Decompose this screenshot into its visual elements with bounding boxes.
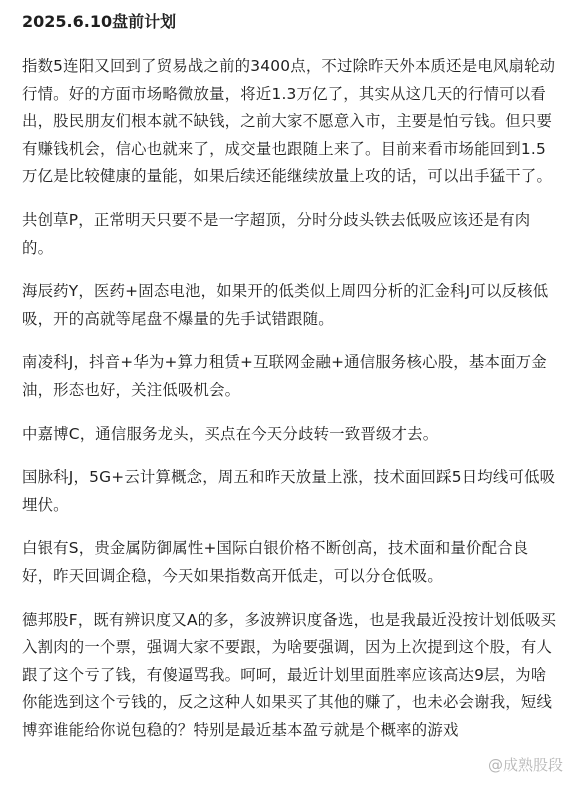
paragraph-stock-debang: 德邦股F，既有辨识度又A的多，多波辨识度备选，也是我最近没按计划低吸买入割肉的一个票，强调大家不要跟，为啥要强调，因为上次提到这个股，有人跟了这个亏了钱，有傻逼骂我。呵呵，最近计划里面胜率应该高达9层，为啥你能选到这个亏钱的，反之这种人如果买了其他的赚了，也未必会谢我，短线博弈谁能给你说包稳的？特别是最近基本盈亏就是个概率的游戏 — [22, 610, 557, 739]
paragraph-stock-haichen: 海辰药Y，医药+固态电池，如果开的低类似上周四分析的汇金科J可以反核低吸，开的高就等尾盘不爆量的先手试错跟随。 — [22, 282, 549, 328]
paragraph-stock-guomai: 国脉科J，5G+云计算概念，周五和昨天放量上涨，技术面回踩5日均线可低吸埋伏。 — [22, 468, 556, 514]
paragraph-market-overview: 指数5连阳又回到了贸易战之前的3400点，不过除昨天外本质还是电风扇轮动行情。好的方面市场略微放量，将近1.3万亿了，其实从这几天的行情可以看出，股民朋友们根本就不缺钱，之前大家不愿意入市，主要是怕亏钱。但只要有赚钱机会，信心也就来了，成交量也跟随上来了。目前来看市场能回到1.5万亿是比较健康的量能，如果后续还能继续放量上攻的话，可以出手猛干了。 — [22, 57, 556, 186]
paragraph-stock-nanling: 南凌科J，抖音+华为+算力租赁+互联网金融+通信服务核心股，基本面万金油，形态也好，关注低吸机会。 — [22, 353, 547, 399]
paragraph-stock-baiyin: 白银有S，贵金属防御属性+国际白银价格不断创高，技术面和量价配合良好，昨天回调企稳，今天如果指数高开低走，可以分仓低吸。 — [22, 539, 529, 585]
page-title: 2025.6.10盘前计划 — [22, 12, 177, 31]
paragraph-stock-zhongjia: 中嘉博C，通信服务龙头，买点在今天分歧转一致晋级才去。 — [22, 424, 439, 443]
watermark: @成熟股段 — [487, 756, 563, 774]
document-body — [22, 0, 557, 760]
paragraph-stock-gongchuang: 共创草P，正常明天只要不是一字超顶，分时分歧头铁去低吸应该还是有肉的。 — [22, 210, 531, 257]
